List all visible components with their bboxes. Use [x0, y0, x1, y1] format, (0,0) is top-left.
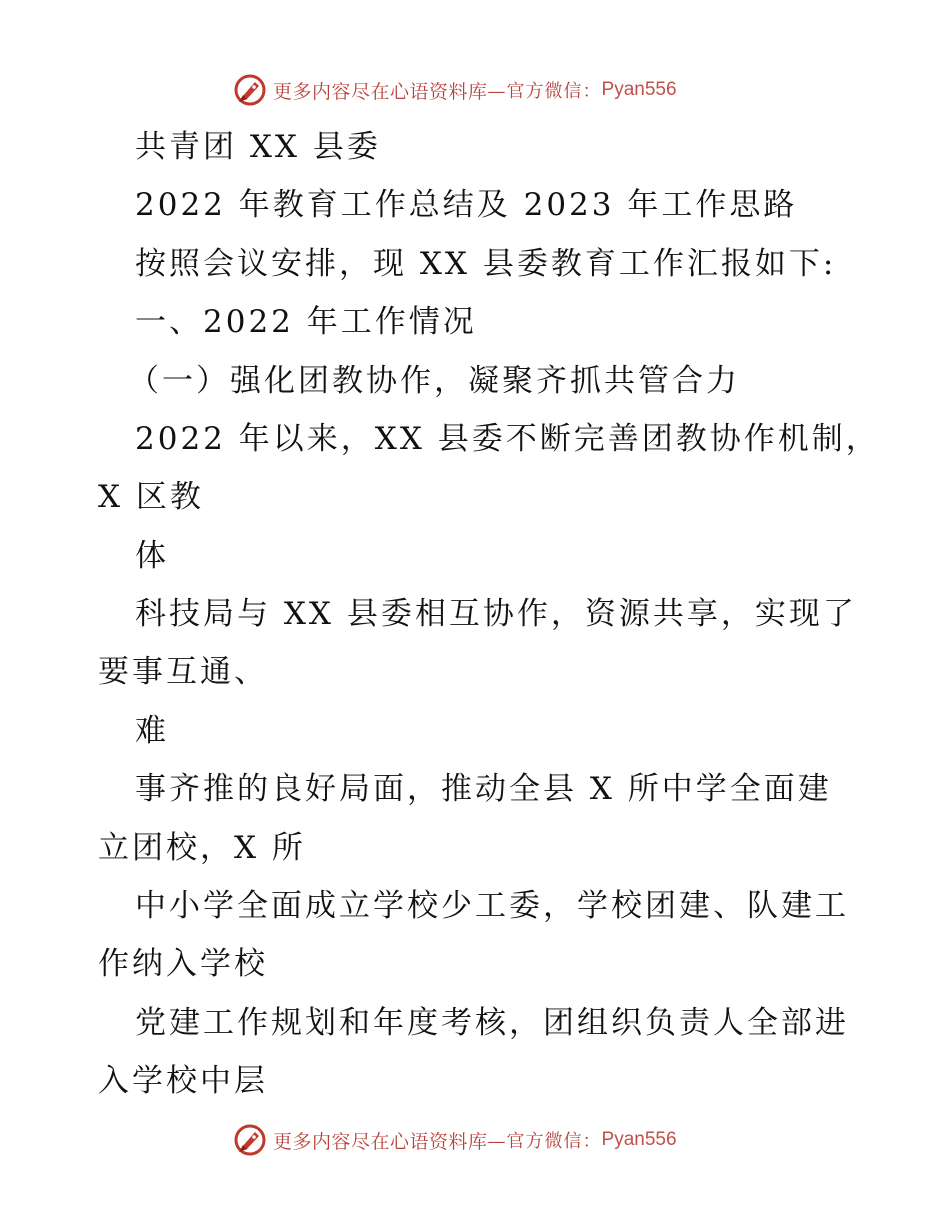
watermark-library-text: 更多内容尽在心语资料库	[273, 1130, 488, 1153]
watermark-library-text: 更多内容尽在心语资料库	[273, 80, 488, 103]
body-line: 党建工作规划和年度考核，团组织负责人全部进	[135, 1005, 849, 1041]
body-line: 入学校中层	[98, 1063, 268, 1099]
pen-nib-logo-icon	[233, 73, 267, 107]
body-line: 2022 年以来，XX 县委不断完善团教协作机制，	[135, 421, 880, 457]
report-title: 2022 年教育工作总结及 2023 年工作思路	[135, 187, 798, 223]
watermark-official-text: —官方微信：	[487, 1131, 602, 1152]
watermark-wechat-id: Pyan556	[601, 79, 677, 100]
org-title: 共青团 XX 县委	[135, 129, 381, 165]
watermark-banner-bottom	[233, 1120, 677, 1160]
body-line: 中小学全面成立学校少工委，学校团建、队建工	[135, 888, 849, 924]
body-line: X 区教	[98, 479, 204, 515]
subsection-heading: （一）强化团教协作，凝聚齐抓共管合力	[128, 363, 740, 399]
body-line: 立团校，X 所	[98, 830, 306, 866]
body-line: 难	[135, 713, 169, 749]
pen-nib-logo-icon	[233, 1123, 267, 1157]
body-line: 要事互通、	[98, 654, 268, 690]
watermark-wechat-id: Pyan556	[601, 1129, 677, 1150]
section-heading: 一、2022 年工作情况	[135, 304, 477, 340]
body-line: 科技局与 XX 县委相互协作，资源共享，实现了	[135, 596, 857, 632]
body-line: 体	[135, 538, 169, 574]
watermark-banner-top	[233, 70, 677, 110]
body-line: 按照会议安排，现 XX 县委教育工作汇报如下:	[135, 246, 837, 282]
body-line: 事齐推的良好局面，推动全县 X 所中学全面建	[135, 771, 832, 807]
watermark-official-text: —官方微信：	[487, 81, 602, 102]
body-line: 作纳入学校	[98, 946, 268, 982]
